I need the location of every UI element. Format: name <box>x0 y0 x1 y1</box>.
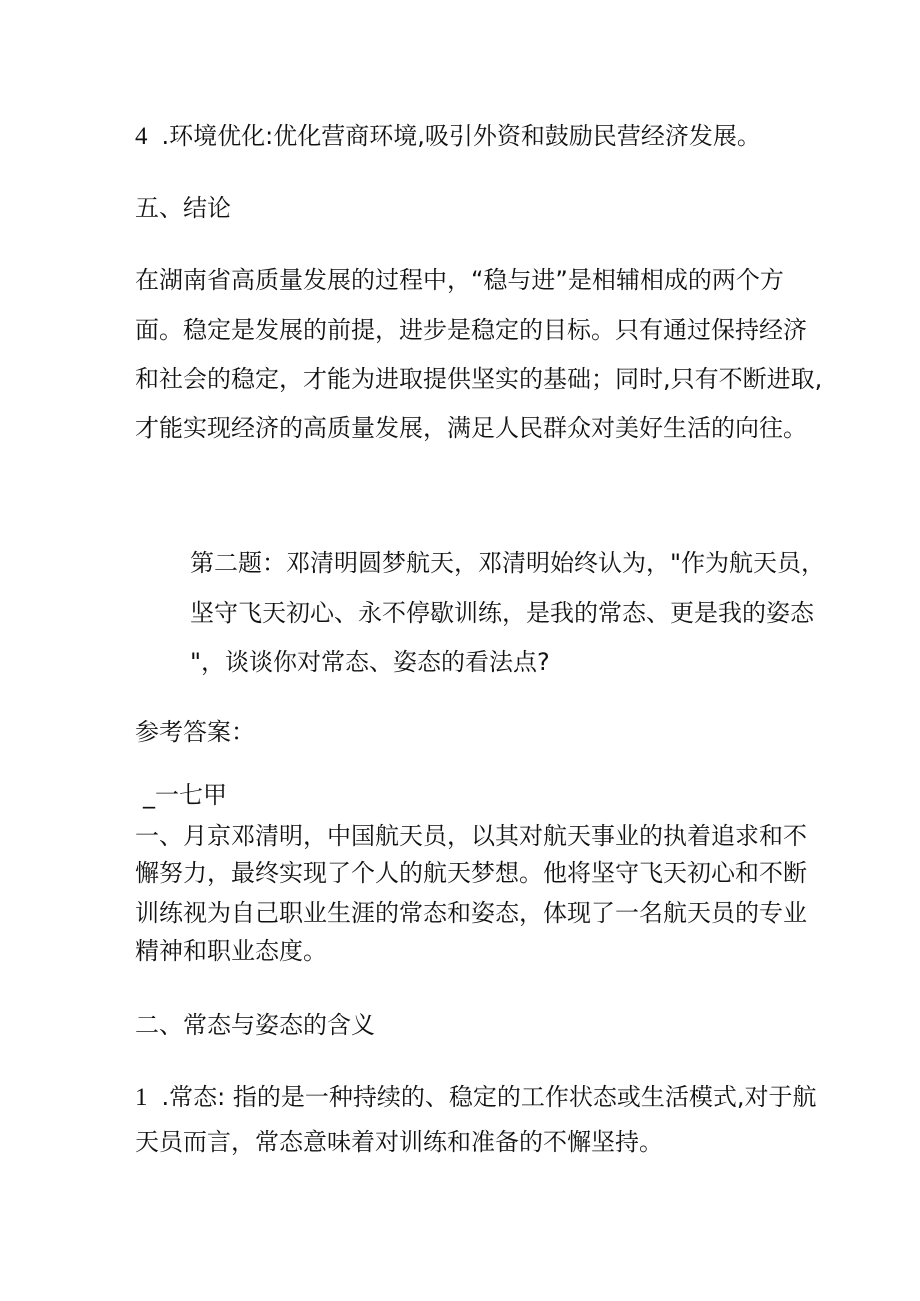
conclusion-line-2: 面。稳定是发展的前提，进步是稳定的目标。只有通过保持经济 <box>135 316 807 344</box>
normal-item-number: 1 <box>135 1084 148 1111</box>
normal-item-line-1 <box>135 1081 816 1114</box>
question-line-3: "，谈谈你对常态、姿态的看法点? <box>190 648 550 676</box>
question-line-2: 坚守飞天初心、永不停歇训练，是我的常态、更是我的姿态 <box>190 599 814 627</box>
question-line-1: 第二题：邓清明圆梦航天，邓清明始终认为，"作为航天员， <box>190 549 826 577</box>
env-item-text: .环境优化:优化营商环境,吸引外资和鼓励民营经济发展。 <box>161 122 761 150</box>
env-item-number: 4 <box>135 123 148 150</box>
env-item <box>135 120 761 153</box>
answer-label: 参考答案： <box>135 718 255 746</box>
intro-line-4: 精神和职业态度。 <box>135 937 327 965</box>
intro-line-3: 训练视为自己职业生涯的常态和姿态，体现了一名航天员的专业 <box>135 899 807 927</box>
answer-sub: _一七甲 <box>143 781 227 809</box>
normal-item-text: .常态: 指的是一种持续的、稳定的工作状态或生活模式,对于航 <box>161 1083 817 1111</box>
meaning-heading: 二、常态与姿态的含义 <box>135 1011 375 1039</box>
conclusion-line-3: 和社会的稳定，才能为进取提供坚实的基础；同时,只有不断进取, <box>135 365 823 393</box>
conclusion-line-1: 在湖南省高质量发展的过程中，“稳与进”是相辅相成的两个方 <box>135 266 784 294</box>
conclusion-line-4: 才能实现经济的高质量发展，满足人民群众对美好生活的向往。 <box>135 414 807 442</box>
conclusion-heading: 五、结论 <box>135 194 231 222</box>
normal-item-line-2: 天员而言，常态意味着对训练和准备的不懈坚持。 <box>135 1128 663 1156</box>
intro-line-1: 一、月京邓清明，中国航天员，以其对航天事业的执着追求和不 <box>135 822 807 850</box>
intro-line-2: 懈努力，最终实现了个人的航天梦想。他将坚守飞天初心和不断 <box>135 859 807 887</box>
